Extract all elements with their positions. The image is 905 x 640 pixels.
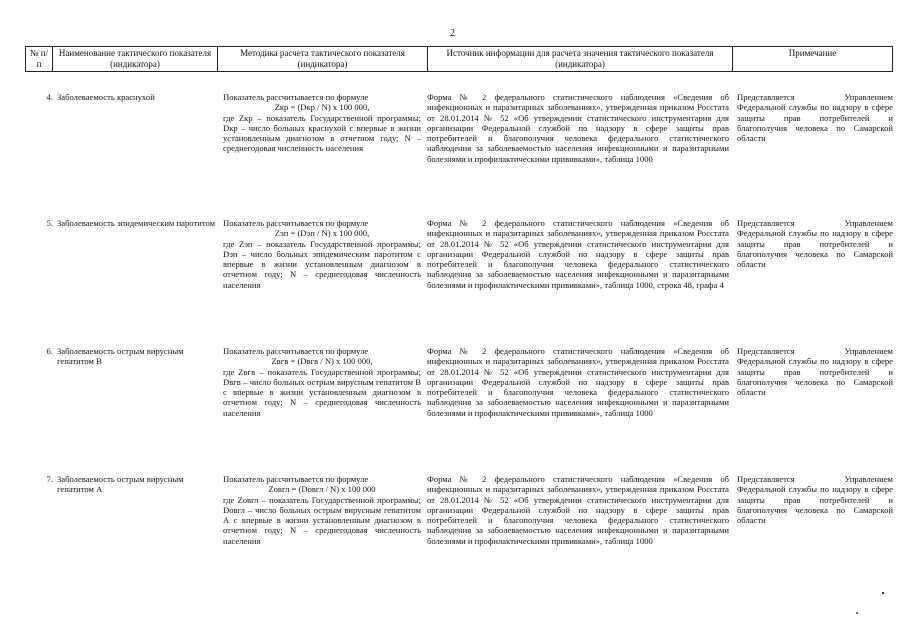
table-row <box>25 218 893 328</box>
row-number: 5. <box>46 218 53 228</box>
formula: Zвгв = (Dвгв / N) х 100 000, <box>271 356 373 367</box>
header-name: Наименование тактического показателя (индикатора) <box>53 47 218 72</box>
source-cell: Форма № 2 федерального статистического наблюдения «Сведения об инфекционных и паразитарных заболеваниях», утвержденная приказом Росстата от 28.01.2014 № 52 «Об утверждении статистического инструментария для организации Федеральной службой по надзору в сфере защиты прав потребителей и благополучия человека федерального статистического наблюдения за заболеваемостью населения инфекционными и паразитарными болезнями и профилактическими прививками», таблица 1000 <box>427 474 729 546</box>
note-cell: Представляется Управлением Федеральной службы по надзору в сфере защиты прав потребителей и благополучия человека по Самарской области <box>737 346 893 398</box>
indicator-name: Заболеваемость эпидемическим паротитом <box>57 218 216 228</box>
method-body: где Zэп – показатель Государственной программы; Dэп – число больных эпидемическим паротитом с впервые в жизни установленным диагнозом в отчетном году; N – среднегодовая численность населения <box>223 238 421 290</box>
indicator-name: Заболеваемость краснухой <box>57 92 155 102</box>
header-note: Примечание <box>733 47 893 72</box>
method-intro: Показатель рассчитывается по формуле <box>223 92 369 102</box>
method-intro: Показатель рассчитывается по формуле <box>223 218 369 228</box>
method-cell <box>223 474 421 546</box>
header-method: Методика расчета тактического показателя (индикатора) <box>218 47 428 72</box>
method-body: где Zкр – показатель Государственной программы; Dкр – число больных краснухой с впервые в жизни установленным диагнозом в отчетном году; N – среднегодовая численность населения <box>223 112 421 154</box>
formula: Zовгл = (Dовгл / N) х 100 000 <box>268 484 376 495</box>
header-num: № п/п <box>26 47 53 72</box>
source-cell: Форма № 2 федерального статистического наблюдения «Сведения об инфекционных и паразитарных заболеваниях», утвержденная приказом Росстата от 28.01.2014 № 52 «Об утверждении статистического инструментария для организации Федеральной службой по надзору в сфере защиты прав потребителей и благополучия человека федерального статистического наблюдения за заболеваемостью населения инфекционными и паразитарными болезнями и профилактическими прививками», таблица 1000 <box>427 346 729 418</box>
source-cell: Форма № 2 федерального статистического наблюдения «Сведения об инфекционных и паразитарных заболеваниях», утвержденная приказом Росстата от 28.01.2014 № 52 «Об утверждении статистического инструментария для организации Федеральной службой по надзору в сфере защиты прав потребителей и благополучия человека федерального статистического наблюдения за заболеваемостью населения инфекционными и паразитарными болезнями и профилактическими прививками», таблица 1000, строка 48, графа 4 <box>427 218 729 290</box>
indicator-name: Заболеваемость острым вирусным гепатитом А <box>57 474 184 495</box>
method-cell <box>223 346 421 418</box>
method-body: где Zовгл – показатель Государственной программы; Dовгл – число больных острым вирусным гепатитом А с впервые в жизни установленным диагнозом в отчетном году; N – среднегодовая численность населения <box>223 494 421 546</box>
page-number: 2 <box>450 28 455 39</box>
scan-speck <box>882 592 884 594</box>
table-row <box>25 92 893 202</box>
row-number: 7. <box>46 474 53 484</box>
formula: Zкр = (Dкр / N) х 100 000, <box>274 102 370 113</box>
row-number: 6. <box>46 346 53 356</box>
scan-speck <box>856 612 858 614</box>
formula: Zэп = (Dэп / N) х 100 000, <box>274 228 370 239</box>
indicator-name: Заболеваемость острым вирусным гепатитом В <box>57 346 184 367</box>
method-intro: Показатель рассчитывается по формуле <box>223 346 369 356</box>
method-cell <box>223 92 421 154</box>
source-cell: Форма № 2 федерального статистического наблюдения «Сведения об инфекционных и паразитарных заболеваниях», утвержденная приказом Росстата от 28.01.2014 № 52 «Об утверждении статистического инструментария для организации Федеральной службой по надзору в сфере защиты прав потребителей и благополучия человека федерального статистического наблюдения за заболеваемостью населения инфекционными и паразитарными болезнями и профилактическими прививками», таблица 1000 <box>427 92 729 164</box>
header-source: Источник информации для расчета значения тактического показателя (индикатора) <box>428 47 733 72</box>
note-cell: Представляется Управлением Федеральной службы по надзору в сфере защиты прав потребителей и благополучия человека по Самарской области <box>737 474 893 526</box>
method-cell <box>223 218 421 290</box>
table-row <box>25 346 893 456</box>
method-intro: Показатель рассчитывается по формуле <box>223 474 369 484</box>
method-body: где Zвгв – показатель Государственной программы; Dвгв – число больных острым вирусным гепатитом В с впервые в жизни установленным диагнозом в отчетном году; N – среднегодовая численность населения <box>223 366 421 418</box>
row-number: 4. <box>46 92 53 102</box>
note-cell: Представляется Управлением Федеральной службы по надзору в сфере защиты прав потребителей и благополучия человека по Самарской области <box>737 218 893 270</box>
table-header <box>25 46 893 72</box>
table-row <box>25 474 893 584</box>
note-cell: Представляется Управлением Федеральной службы по надзору в сфере защиты прав потребителей и благополучия человека по Самарской области <box>737 92 893 144</box>
